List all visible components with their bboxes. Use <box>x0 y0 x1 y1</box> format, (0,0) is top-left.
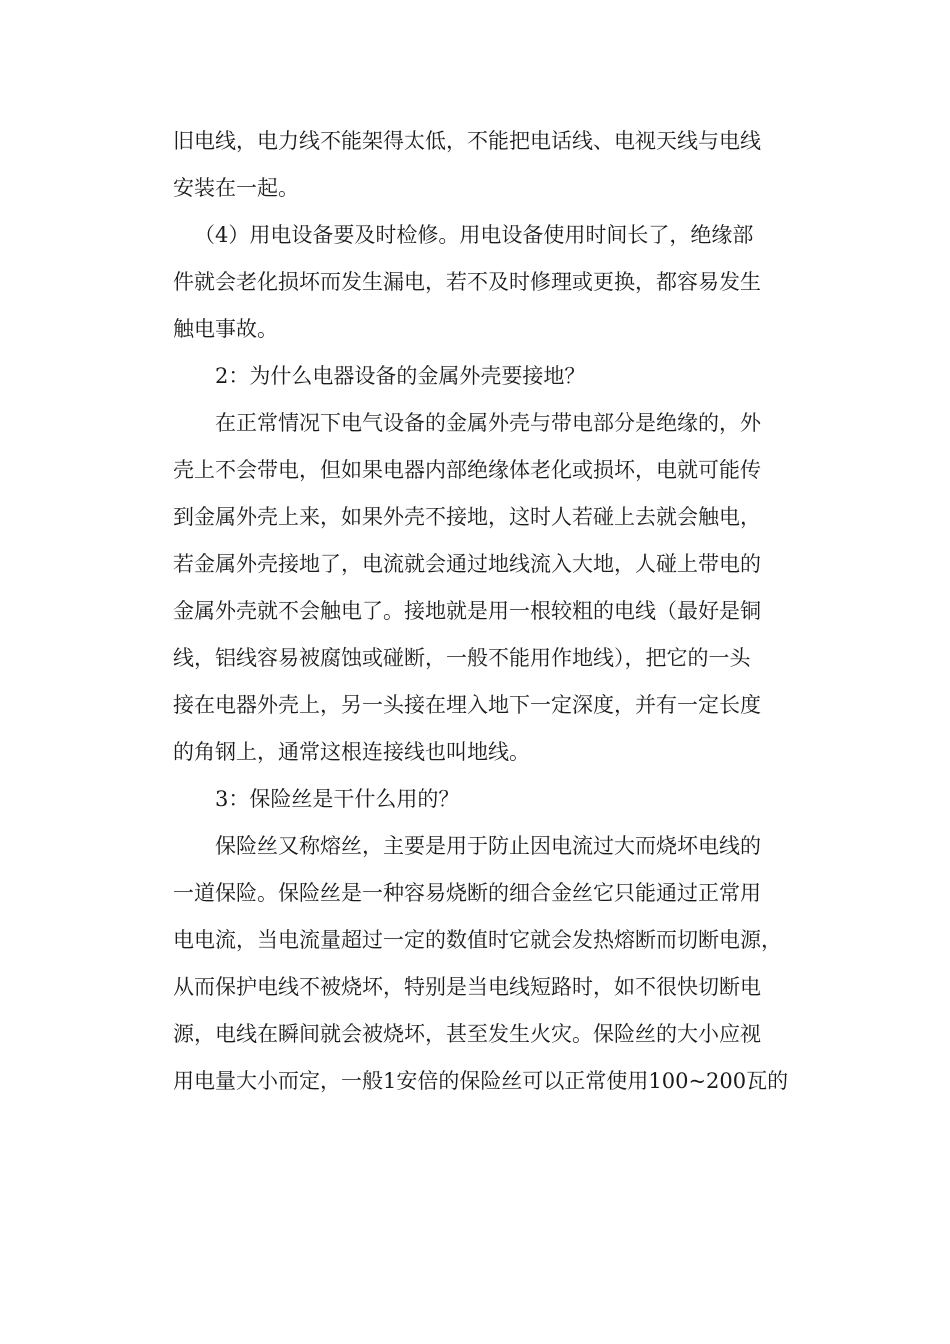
heading-question-2 <box>173 353 813 400</box>
text-line: 到金属外壳上来，如果外壳不接地，这时人若碰上去就会触电， <box>173 505 761 529</box>
text-line: 一道保险。保险丝是一种容易烧断的细合金丝它只能通过正常用 <box>173 881 761 905</box>
text-line: 的角钢上，通常这根连接线也叫地线。 <box>173 740 530 764</box>
text-line: 用电量大小而定，一般1安倍的保险丝可以正常使用100~200瓦的 <box>173 1069 789 1093</box>
text-line: 在正常情况下电气设备的金属外壳与带电部分是绝缘的，外 <box>215 411 761 435</box>
text-line: 保险丝又称熔丝，主要是用于防止因电流过大而烧坏电线的 <box>215 834 761 858</box>
document-body <box>173 118 813 1105</box>
text-line: 3：保险丝是干什么用的？ <box>215 787 460 811</box>
text-line: 安装在一起。 <box>173 176 299 200</box>
text-line: （4）用电设备要及时检修。用电设备使用时间长了，绝缘部 <box>194 223 754 247</box>
text-line: 旧电线，电力线不能架得太低，不能把电话线、电视天线与电线 <box>173 129 761 153</box>
text-line: 金属外壳就不会触电了。接地就是用一根较粗的电线（最好是铜 <box>173 599 761 623</box>
text-line: 从而保护电线不被烧坏，特别是当电线短路时，如不很快切断电 <box>173 975 761 999</box>
text-line: 壳上不会带电，但如果电器内部绝缘体老化或损坏，电就可能传 <box>173 458 761 482</box>
paragraph-grounding-answer <box>173 400 813 776</box>
text-line: 源，电线在瞬间就会被烧坏，甚至发生火灾。保险丝的大小应视 <box>173 1022 761 1046</box>
heading-question-3 <box>173 776 813 823</box>
text-line: 接在电器外壳上，另一头接在埋入地下一定深度，并有一定长度 <box>173 693 761 717</box>
text-line: 电电流，当电流量超过一定的数值时它就会发热熔断而切断电源， <box>173 928 782 952</box>
text-line: 2：为什么电器设备的金属外壳要接地？ <box>215 364 586 388</box>
text-line: 触电事故。 <box>173 317 278 341</box>
text-line: 件就会老化损坏而发生漏电，若不及时修理或更换，都容易发生 <box>173 270 761 294</box>
text-line: 若金属外壳接地了，电流就会通过地线流入大地，人碰上带电的 <box>173 552 761 576</box>
paragraph-wiring-continued <box>173 118 813 212</box>
text-line: 线，铝线容易被腐蚀或碰断，一般不能用作地线），把它的一头 <box>173 646 751 670</box>
paragraph-equipment-maintenance <box>173 212 813 353</box>
paragraph-fuse-answer <box>173 823 813 1105</box>
